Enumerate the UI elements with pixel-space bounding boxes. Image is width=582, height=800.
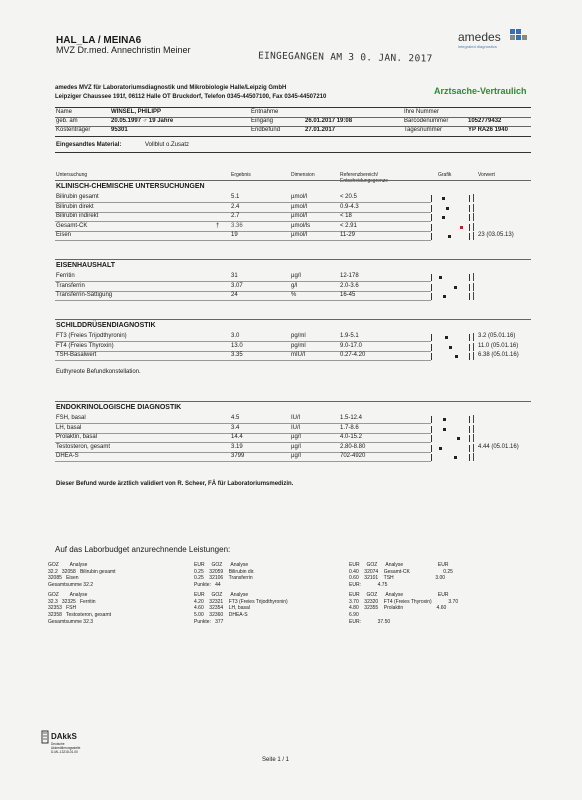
result-test-name: FT3 (Freies Trijodthyronin) <box>56 333 127 339</box>
previous-divider <box>473 232 474 240</box>
col-unit: Dimension <box>291 172 315 178</box>
result-unit: µmol/l <box>291 232 308 239</box>
graph-marker <box>443 418 446 421</box>
row-underline <box>55 461 431 462</box>
material-value: Vollblut o.Zusatz <box>145 142 190 148</box>
result-flag: † <box>216 222 220 229</box>
graph-range-bar <box>469 426 470 433</box>
result-reference: 2.80-8.80 <box>340 443 366 450</box>
previous-divider <box>473 444 474 452</box>
graph-marker <box>442 216 445 219</box>
section-divider <box>55 259 531 260</box>
result-unit: µmol/l <box>291 203 308 210</box>
graph-marker <box>443 295 446 298</box>
budget-line: 5.00 32360 DHEA-S <box>194 611 248 618</box>
graph-range-bar <box>431 284 432 291</box>
budget-title: Auf das Laborbudget anzurechnende Leistungen: <box>55 545 231 554</box>
result-value: 24 <box>231 292 238 299</box>
col-previous: Vorwert <box>478 172 495 178</box>
budget-line: GOZ Analyse <box>48 562 88 568</box>
graph-range-bar <box>469 445 470 452</box>
result-reference: 2.0-3.6 <box>340 282 359 289</box>
graph-range-bar <box>431 426 432 433</box>
graph-range-bar <box>469 233 470 240</box>
lab-address: Leipziger Chaussee 191f, 06112 Halle OT Bruckdorf, Telefon 0345-44507100, Fax 0345-44507210 <box>55 94 327 100</box>
dob-label: geb. am <box>56 118 78 124</box>
graph-range-bar <box>431 435 432 442</box>
result-value: 3.35 <box>231 352 243 359</box>
result-unit: mIU/l <box>291 352 305 359</box>
section-title: SCHILDDRÜSENDIAGNOSTIK <box>56 322 156 329</box>
graph-range-bar <box>469 416 470 423</box>
budget-line: 4.60 32354 LH, basal <box>194 605 250 612</box>
graph-marker <box>457 437 460 440</box>
graph-range-bar <box>431 195 432 202</box>
graph-range-bar <box>431 344 432 351</box>
graph-range-bar <box>431 205 432 212</box>
result-previous: 11.0 (05.01.16) <box>478 342 519 349</box>
result-value: 3.19 <box>231 443 243 450</box>
result-unit: µmol/ls <box>291 222 311 229</box>
graph-range-bar <box>469 284 470 291</box>
result-unit: % <box>291 292 297 299</box>
graph-marker <box>448 235 451 238</box>
col-test: Untersuchung <box>56 172 88 178</box>
result-value: 3.0 <box>231 333 240 339</box>
result-test-name: LH, basal <box>56 424 82 431</box>
name-value: WINSEL, PHILIPP <box>111 109 162 115</box>
row-underline <box>55 300 431 301</box>
budget-line: EUR GOZ Analyse EUR <box>349 591 449 598</box>
budget-line: 0.25 32059 Bilirubin dir. <box>194 568 255 575</box>
row-underline <box>55 221 431 222</box>
graph-marker <box>449 346 452 349</box>
graph-range-bar <box>431 224 432 231</box>
result-value: 3.07 <box>231 282 243 289</box>
result-reference: 9.0-17.0 <box>340 342 363 349</box>
result-unit: µmol/l <box>291 213 308 220</box>
section-divider <box>55 401 531 402</box>
patient-code: HAL_LA / MEINA6 <box>56 35 142 46</box>
graph-range-bar <box>469 293 470 300</box>
logo-square-icon <box>510 35 515 40</box>
result-value: 3.36 <box>231 222 243 229</box>
budget-line: 0.40 32074 Gesamt-CK 0.25 <box>349 568 453 575</box>
previous-divider <box>473 425 474 433</box>
budget-line: 32.3 32325 Ferritin <box>48 598 96 605</box>
graph-range-bar <box>431 454 432 461</box>
received-label: Eingang <box>251 118 274 124</box>
daily-label: Tagesnummer <box>404 127 443 133</box>
previous-divider <box>473 204 474 212</box>
result-previous: 23 (03.05.13) <box>478 232 514 239</box>
col-result: Ergebnis <box>231 172 251 178</box>
row-underline <box>55 240 431 241</box>
result-reference: 1.9-5.1 <box>340 333 359 339</box>
dob-value: 20.05.1997 ♂ 19 Jahre <box>111 118 174 124</box>
final-value: 27.01.2017 <box>305 127 336 133</box>
received-stamp: EINGEGANGEN AM 3 0. JAN. 2017 <box>257 50 433 65</box>
logo-square-icon <box>522 35 527 40</box>
graph-marker <box>442 197 445 200</box>
section-title: EISENHAUSHALT <box>56 262 115 269</box>
graph-range-bar <box>431 353 432 360</box>
result-reference: 4.0-15.2 <box>340 434 363 441</box>
previous-divider <box>473 343 474 351</box>
result-previous: 4.44 (05.01.16) <box>478 443 519 450</box>
result-value: 2.4 <box>231 203 240 210</box>
budget-line: Punkte: 377 <box>194 618 224 625</box>
graph-range-bar <box>469 353 470 360</box>
section-divider <box>55 319 531 320</box>
result-reference: 0.27-4.20 <box>340 352 366 359</box>
graph-range-bar <box>431 214 432 221</box>
result-test-name: Bilirubin gesamt <box>56 194 99 200</box>
previous-divider <box>473 194 474 202</box>
received-value: 26.01.2017 19:08 <box>305 118 353 124</box>
dakks-logo <box>40 728 81 756</box>
section-title: ENDOKRINOLOGISCHE DIAGNOSTIK <box>56 404 182 411</box>
result-test-name: Ferritin <box>56 273 75 279</box>
confidential-label: Arztsache-Vertraulich <box>434 86 527 96</box>
result-value: 5.1 <box>231 194 240 200</box>
result-value: 13.0 <box>231 342 243 349</box>
graph-marker <box>454 286 457 289</box>
budget-line: 4.20 32321 FT3 (Freies Trijodthyronin) <box>194 598 288 605</box>
graph-range-bar <box>431 274 432 281</box>
doctor-name: MVZ Dr.med. Annechristin Meiner <box>56 45 191 55</box>
budget-line: 6.90 <box>349 611 359 618</box>
previous-divider <box>473 333 474 341</box>
result-unit: pg/ml <box>291 342 306 349</box>
logo-word: amedes <box>458 30 501 44</box>
sample-label: Entnahme <box>251 109 279 115</box>
result-reference: 1.7-8.6 <box>340 424 359 431</box>
previous-divider <box>473 453 474 461</box>
page-number: Seite 1 / 1 <box>262 757 290 763</box>
result-unit: µg/l <box>291 434 301 441</box>
result-previous: 3.2 (05.01.16) <box>478 333 516 339</box>
payer-label: Kostenträger <box>56 127 91 133</box>
budget-line: 4.80 32355 Prolaktin 4.60 <box>349 605 447 612</box>
budget-line: 32.2 32058 Bilirubin gesamt <box>48 568 116 575</box>
row-underline <box>55 423 431 424</box>
material-label: Eingesandtes Material: <box>56 142 122 148</box>
result-test-name: Bilirubin direkt <box>56 203 94 210</box>
result-reference: 0.9-4.3 <box>340 203 359 210</box>
result-test-name: Prolaktin, basal <box>56 434 98 441</box>
result-test-name: Testosteron, gesamt <box>56 443 111 450</box>
result-value: 19 <box>231 232 238 239</box>
budget-line: EUR: 4.75 <box>349 582 388 589</box>
graph-range-bar <box>469 214 470 221</box>
graph-marker <box>443 428 446 431</box>
result-reference: < 2.91 <box>340 222 357 229</box>
logo-square-icon <box>510 29 515 34</box>
amedes-logo <box>458 27 528 51</box>
result-unit: IU/l <box>291 415 300 421</box>
graph-range-bar <box>469 274 470 281</box>
validation-note: Dieser Befund wurde ärztlich validiert von R. Scheer, FÄ für Laboratoriumsmedizin. <box>56 481 294 487</box>
budget-line: Punkte: 44 <box>194 582 221 589</box>
result-test-name: Gesamt-CK <box>56 222 88 229</box>
daily-value: YP RA26 1940 <box>468 127 508 133</box>
budget-line: 32358 Testosteron, gesamt <box>48 611 112 618</box>
dakks-sub: Deutsche Akkreditierungsstelle D-ML-13218-01-00 <box>51 742 81 754</box>
row-underline <box>55 433 431 434</box>
graph-range-bar <box>469 454 470 461</box>
budget-line: GOZ Analyse <box>48 591 88 598</box>
result-unit: µg/l <box>291 273 301 279</box>
graph-marker <box>454 456 457 459</box>
budget-line: 0.60 32101 TSH 3.00 <box>349 575 446 582</box>
previous-divider <box>473 223 474 231</box>
previous-divider <box>473 415 474 423</box>
col-graph: Grafik <box>438 172 452 178</box>
budget-line: 0.25 32106 Transferrin <box>194 575 253 582</box>
result-unit: µg/l <box>291 443 301 450</box>
graph-marker <box>446 207 449 210</box>
name-label: Name <box>56 109 73 115</box>
graph-range-bar <box>431 293 432 300</box>
budget-line: Gesamtsumme 32.3 <box>48 618 94 625</box>
section-title: KLINISCH-CHEMISCHE UNTERSUCHUNGEN <box>56 183 205 190</box>
row-underline <box>55 351 431 352</box>
graph-range-bar <box>431 334 432 341</box>
result-unit: g/l <box>291 282 298 289</box>
budget-line: Gesamtsumme 32.2 <box>48 582 94 589</box>
order-label: Ihre Nummer <box>404 109 440 115</box>
result-unit: pg/ml <box>291 333 306 339</box>
result-test-name: TSH-Basalwert <box>56 352 97 359</box>
result-unit: IU/l <box>291 424 300 431</box>
section-note: Euthyreote Befundkonstellation. <box>56 368 141 375</box>
result-previous: 6.38 (05.01.16) <box>478 352 519 359</box>
budget-line: 32085 Eisen <box>48 575 79 582</box>
budget-line: EUR GOZ Analyse <box>194 562 249 568</box>
graph-range-bar <box>431 416 432 423</box>
result-test-name: Transferrin-Sättigung <box>56 292 113 299</box>
result-value: 14.4 <box>231 434 243 441</box>
result-value: 3799 <box>231 453 245 460</box>
graph-range-bar <box>469 344 470 351</box>
result-reference: < 18 <box>340 213 352 220</box>
result-reference: 12-178 <box>340 273 359 279</box>
result-test-name: Bilirubin indirekt <box>56 213 99 220</box>
result-value: 31 <box>231 273 238 279</box>
result-value: 2.7 <box>231 213 240 220</box>
result-test-name: Eisen <box>56 232 72 239</box>
graph-marker <box>445 336 448 339</box>
result-test-name: Transferrin <box>56 282 85 289</box>
previous-divider <box>473 283 474 291</box>
result-value: 4.5 <box>231 415 240 421</box>
lab-name: amedes MVZ für Laboratoriumsdiagnostik und Mikrobiologie Halle/Leipzig GmbH <box>55 85 287 91</box>
logo-subtitle: integrated diagnostics <box>458 44 497 49</box>
graph-range-bar <box>469 435 470 442</box>
result-reference: 16-45 <box>340 292 356 299</box>
logo-square-icon <box>516 35 521 40</box>
payer-value: 95301 <box>111 127 128 133</box>
col-reference: Referenzbereich/ Entscheidungsgrenze <box>340 172 389 184</box>
graph-marker <box>439 276 442 279</box>
section-divider <box>55 180 531 181</box>
result-test-name: DHEA-S <box>56 453 79 460</box>
graph-range-bar <box>469 224 470 231</box>
row-underline <box>55 202 431 203</box>
previous-divider <box>473 434 474 442</box>
row-underline <box>55 231 431 232</box>
result-unit: µg/l <box>291 453 301 460</box>
budget-line: EUR: 37.50 <box>349 618 391 625</box>
final-label: Endbefund <box>251 127 281 133</box>
result-reference: 702-4920 <box>340 453 366 460</box>
row-underline <box>55 212 431 213</box>
graph-range-bar <box>469 334 470 341</box>
result-test-name: FT4 (Freies Thyroxin) <box>56 342 114 349</box>
graph-marker <box>439 447 442 450</box>
previous-divider <box>473 352 474 360</box>
barcode-value: 1052779432 <box>468 118 502 124</box>
result-reference: 11-29 <box>340 232 355 239</box>
dakks-emblem-icon <box>40 730 50 744</box>
result-reference: 1.5-12.4 <box>340 415 363 421</box>
result-value: 3.4 <box>231 424 240 431</box>
graph-marker <box>455 355 458 358</box>
graph-range-bar <box>431 233 432 240</box>
budget-line: 3.70 32320 FT4 (Freies Thyroxin) 3.70 <box>349 598 459 605</box>
barcode-label: Barcodenummer <box>404 118 449 124</box>
result-unit: µmol/l <box>291 194 308 200</box>
dakks-word: DAkkS <box>51 732 77 741</box>
row-underline <box>55 442 431 443</box>
logo-square-icon <box>516 29 521 34</box>
graph-range-bar <box>469 205 470 212</box>
budget-line: EUR GOZ Analyse EUR <box>349 562 449 568</box>
result-reference: < 20.5 <box>340 194 357 200</box>
row-underline <box>55 281 431 282</box>
budget-line: EUR GOZ Analyse <box>194 591 249 598</box>
previous-divider <box>473 213 474 221</box>
row-underline <box>55 360 431 361</box>
result-test-name: FSH, basal <box>56 415 86 421</box>
graph-range-bar <box>431 445 432 452</box>
budget-line: 32353 FSH <box>48 605 77 612</box>
previous-divider <box>473 273 474 281</box>
graph-marker <box>460 226 463 229</box>
previous-divider <box>473 292 474 300</box>
graph-range-bar <box>469 195 470 202</box>
